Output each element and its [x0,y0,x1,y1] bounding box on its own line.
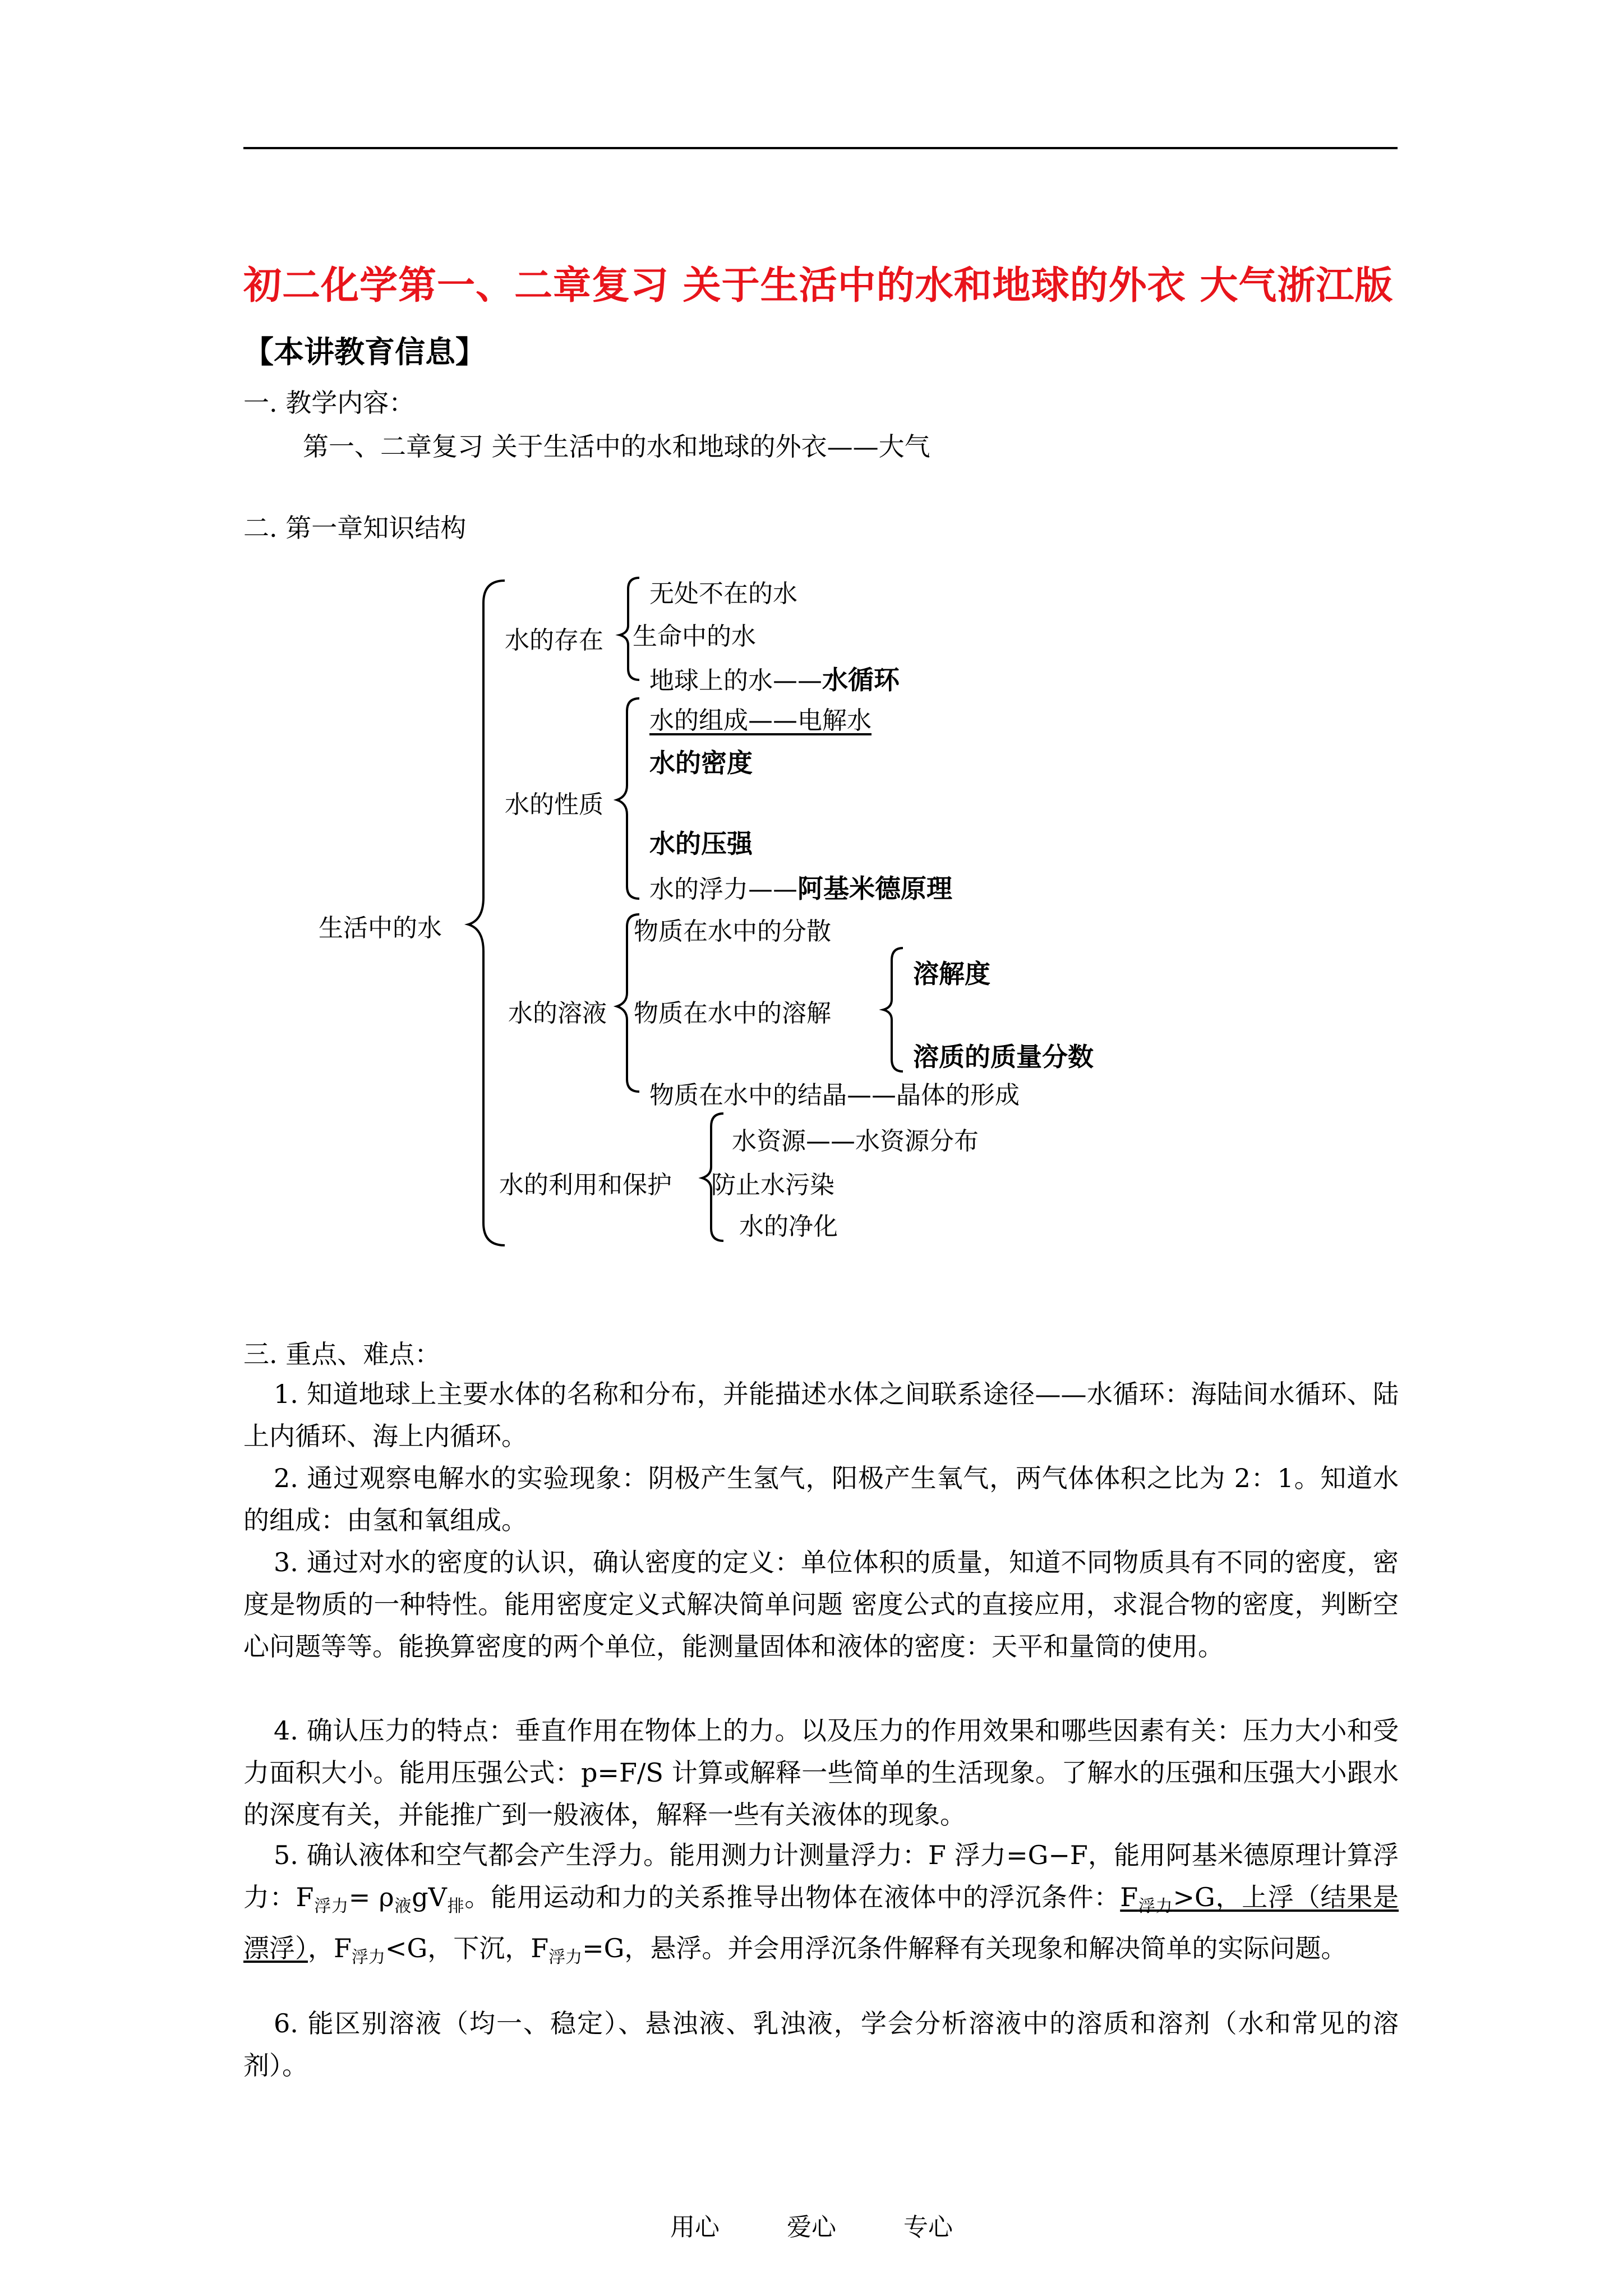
footer-item: 专心 [903,2213,953,2242]
item-crystallization: 物质在水中的结晶——晶体的形成 [649,1081,1020,1110]
sec1-content: 第一、二章复习 关于生活中的水和地球的外衣——大气 [303,431,930,462]
point-3: 3. 通过对水的密度的认识，确认密度的定义：单位体积的质量，知道不同物质具有不同的密度，密度是物质的一种特性。能用密度定义式解决简单问题 密度公式的直接应用，求混合物的密度，判断空心问题等等。能换算密度的两个单位，能测量固体和液体的密度：天平和量筒的使用。 [243,1547,1399,1662]
page-title: 初二化学第一、二章复习 关于生活中的水和地球的外衣 大气浙江版 [243,264,1394,308]
point-6: 6. 能区别溶液（均一、稳定）、悬浊液、乳浊液，学会分析溶液中的溶质和溶剂（水和常见的溶剂）。 [243,2008,1399,2081]
item-dispersion: 物质在水中的分散 [634,917,831,946]
branch-water-existence: 水的存在 [505,626,603,655]
point-2: 2. 通过观察电解水的实验现象：阴极产生氢气，阳极产生氧气，两气体体积之比为 2：1。知道水的组成：由氢和氧组成。 [243,1463,1399,1535]
diagram-root: 生活中的水 [319,914,442,942]
item-solubility: 溶解度 [913,959,990,989]
footer-item: 爱心 [787,2213,836,2242]
branch-water-use: 水的利用和保护 [499,1171,672,1199]
item-water-everywhere: 无处不在的水 [649,579,797,608]
branch-water-properties: 水的性质 [505,790,603,819]
branch-water-solution: 水的溶液 [508,999,607,1028]
item-water-in-life: 生命中的水 [633,622,756,651]
point-4: 4. 确认压力的特点：垂直作用在物体上的力。以及压力的作用效果和哪些因素有关：压力大小和受力面积大小。能用压强公式：p=F/S 计算或解释一些简单的生活现象。了解水的压强和压强大小跟水的深度有关，并能推广到一般液体，解释一些有关液体的现象。 [243,1715,1399,1830]
item-water-purification: 水的净化 [739,1212,838,1241]
point-1: 1. 知道地球上主要水体的名称和分布，并能描述水体之间联系途径——水循环：海陆间水循环、陆上内循环、海上内循环。 [243,1379,1399,1451]
item-water-on-earth: 地球上的水——水循环 [649,665,900,695]
section-heading: 【本讲教育信息】 [243,334,486,370]
item-prevent-pollution: 防止水污染 [711,1171,834,1199]
item-dissolution: 物质在水中的溶解 [634,999,831,1028]
point-5: 5. 确认液体和空气都会产生浮力。能用测力计测量浮力：F 浮力=G−F，能用阿基米德原理计算浮力：$F_{浮力}= \rho_液gV_排$。能用运动和力的关系推导出物体在液体中的浮沉条件：$F_{浮力}>G$，上浮（结果是漂浮），$F_{浮力}<G$，下沉，$F_{浮力}=G$，悬浮。并会用浮沉条件解释有关现象和解决简单的实际问题。 [243,1840,1399,1967]
item-water-pressure: 水的压强 [649,829,753,859]
brace-water-properties [617,698,639,899]
brace-dissolution [883,948,903,1071]
item-mass-fraction: 溶质的质量分数 [913,1042,1094,1072]
item-water-buoyancy: 水的浮力——阿基米德原理 [649,873,952,904]
sec2-heading: 二. 第一章知识结构 [243,513,467,543]
sec1-heading: 一. 教学内容： [243,388,415,418]
main-brace [468,581,505,1245]
item-water-density: 水的密度 [649,748,753,778]
footer-item: 用心 [670,2213,720,2242]
footer [0,2207,1623,2243]
item-water-composition: 水的组成——电解水 [649,706,872,735]
sec3-heading: 三. 重点、难点： [243,1339,441,1369]
item-water-resources: 水资源——水资源分布 [732,1127,979,1156]
